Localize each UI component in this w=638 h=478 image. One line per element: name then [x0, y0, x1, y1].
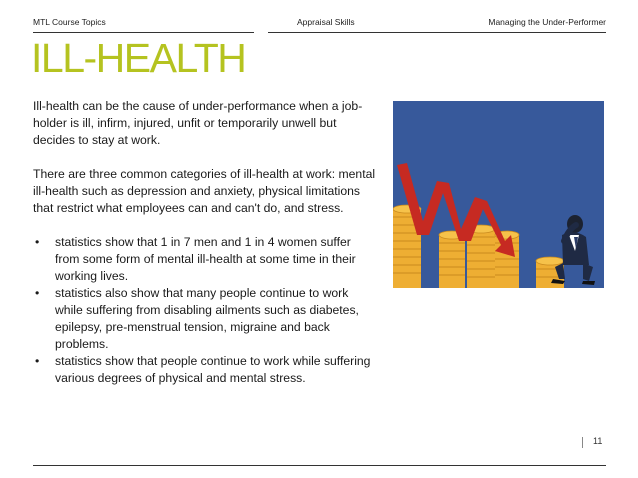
header-managing-under-performer: Managing the Under-Performer [488, 17, 606, 27]
header-divider-left [33, 32, 254, 33]
paragraph-definition: Ill-health can be the cause of under-performance when a job-holder is ill, infirm, injured, unfit or temporarily unwell but decides to stay at work. [33, 99, 363, 147]
list-item [33, 285, 378, 353]
list-item [33, 234, 378, 285]
body-text [33, 98, 378, 387]
page-number-divider [582, 437, 583, 448]
page-number: 11 [593, 436, 603, 446]
declining-chart-illustration [393, 101, 604, 288]
header-divider-right [268, 32, 606, 33]
bullet-marker: • [35, 286, 40, 300]
footer-divider [33, 465, 606, 466]
paragraph-categories: There are three common categories of ill-health at work: mental ill-health such as depression and anxiety, physical limitations that restrict what employees can and can't do, and stress. [33, 167, 376, 215]
page-title: ILL-HEALTH [31, 35, 246, 81]
bullet-marker: • [35, 235, 40, 249]
bullet-marker: • [35, 354, 40, 368]
list-item [33, 353, 378, 387]
header-appraisal-skills: Appraisal Skills [297, 17, 355, 27]
list-item-text: statistics show that people continue to work while suffering various degrees of physical and mental stress. [55, 354, 371, 385]
list-item-text: statistics also show that many people continue to work while suffering from disabling ailments such as diabetes, epilepsy, pre-menstrual tension, migraine and back problems. [55, 286, 359, 351]
header-course-topics: MTL Course Topics [33, 17, 106, 27]
list-item-text: statistics show that 1 in 7 men and 1 in 4 women suffer from some form of mental ill-health at some time in their working lives. [55, 235, 356, 283]
statistics-list [33, 234, 378, 387]
